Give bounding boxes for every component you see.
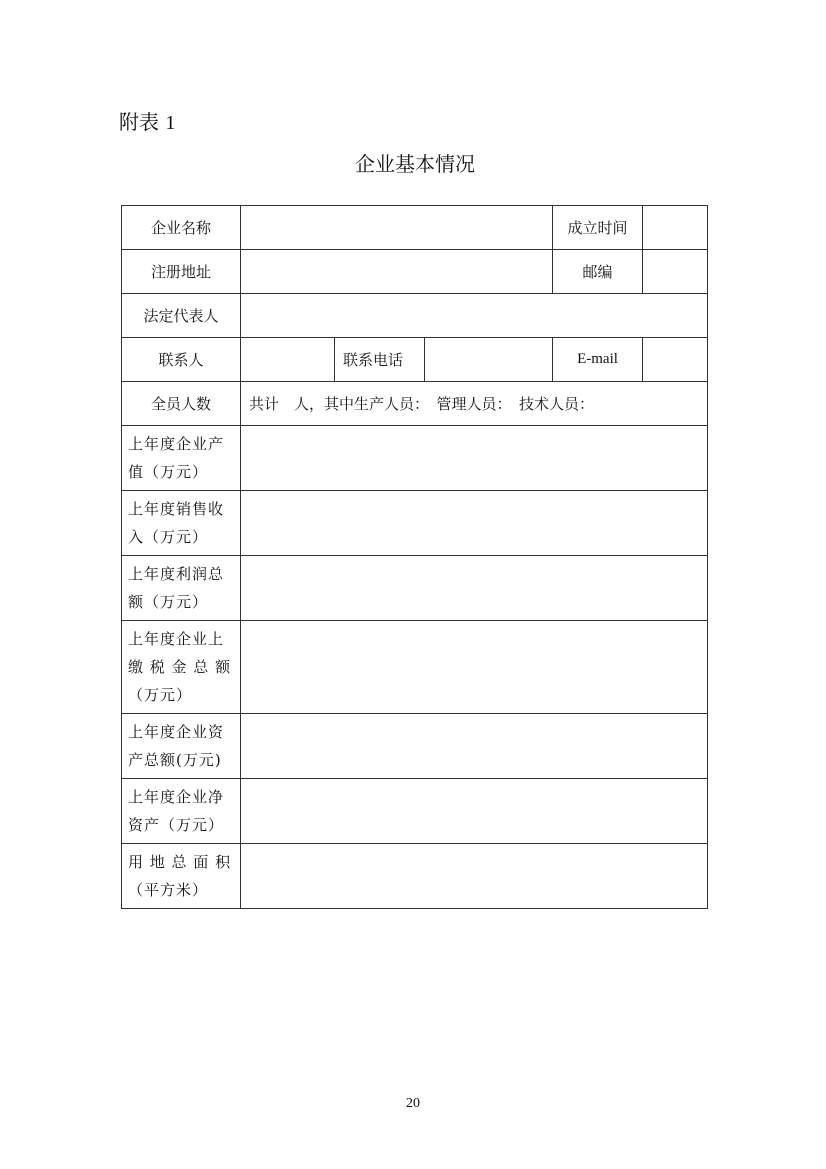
address-label: 注册地址 <box>122 250 241 294</box>
address-field[interactable] <box>241 250 553 294</box>
total-assets-label <box>122 714 241 779</box>
label-line: 上年度利润总 <box>128 565 225 583</box>
output-value-label <box>122 426 241 491</box>
postcode-field[interactable] <box>643 250 708 294</box>
row-contact <box>122 338 708 382</box>
label-line: 上年度销售收 <box>128 500 225 518</box>
tax-paid-field[interactable] <box>241 621 708 714</box>
staff-field[interactable]: 共计 人，其中生产人员： 管理人员： 技术人员： <box>241 382 708 426</box>
contact-label: 联系人 <box>122 338 241 382</box>
row-tax-paid <box>122 621 708 714</box>
tax-paid-label <box>122 621 241 714</box>
contact-field[interactable] <box>241 338 335 382</box>
row-net-assets <box>122 779 708 844</box>
established-field[interactable] <box>643 206 708 250</box>
email-field[interactable] <box>643 338 708 382</box>
appendix-label <box>119 106 175 135</box>
email-label: E-mail <box>553 338 643 382</box>
label-line: 资产（万元） <box>128 816 225 834</box>
company-name-label: 企业名称 <box>122 206 241 250</box>
output-value-field[interactable] <box>241 426 708 491</box>
net-assets-field[interactable] <box>241 779 708 844</box>
established-label: 成立时间 <box>553 206 643 250</box>
appendix-number: 1 <box>165 112 176 134</box>
row-company-name <box>122 206 708 250</box>
staff-label: 全员人数 <box>122 382 241 426</box>
legal-rep-label: 法定代表人 <box>122 294 241 338</box>
label-line: 入（万元） <box>128 528 209 546</box>
row-legal-rep <box>122 294 708 338</box>
label-line: （平方米） <box>128 881 209 899</box>
label-line: 上年度企业产 <box>128 435 225 453</box>
total-assets-field[interactable] <box>241 714 708 779</box>
appendix-text: 附表 <box>119 110 159 134</box>
net-assets-label <box>122 779 241 844</box>
phone-field[interactable] <box>425 338 553 382</box>
total-profit-field[interactable] <box>241 556 708 621</box>
row-total-assets <box>122 714 708 779</box>
row-address <box>122 250 708 294</box>
label-line: 缴 税 金 总 额 <box>128 658 232 676</box>
sales-revenue-field[interactable] <box>241 491 708 556</box>
sales-revenue-label <box>122 491 241 556</box>
label-line: 上年度企业净 <box>128 788 225 806</box>
row-land-area <box>122 844 708 909</box>
company-name-field[interactable] <box>241 206 553 250</box>
row-sales-revenue <box>122 491 708 556</box>
row-output-value <box>122 426 708 491</box>
page-number: 20 <box>406 1096 420 1111</box>
land-area-label <box>122 844 241 909</box>
label-line: 值（万元） <box>128 463 209 481</box>
postcode-label: 邮编 <box>553 250 643 294</box>
label-line: 上年度企业上 <box>128 630 225 648</box>
label-line: 用 地 总 面 积 <box>128 853 232 871</box>
phone-label: 联系电话 <box>335 338 425 382</box>
legal-rep-field[interactable] <box>241 294 708 338</box>
land-area-field[interactable] <box>241 844 708 909</box>
page-title: 企业基本情况 <box>355 152 475 176</box>
row-staff <box>122 382 708 426</box>
label-line: （万元） <box>128 686 193 704</box>
total-profit-label <box>122 556 241 621</box>
row-total-profit <box>122 556 708 621</box>
company-info-table <box>121 205 708 909</box>
label-line: 上年度企业资 <box>128 723 225 741</box>
label-line: 产总额(万元) <box>128 751 222 769</box>
label-line: 额（万元） <box>128 593 209 611</box>
